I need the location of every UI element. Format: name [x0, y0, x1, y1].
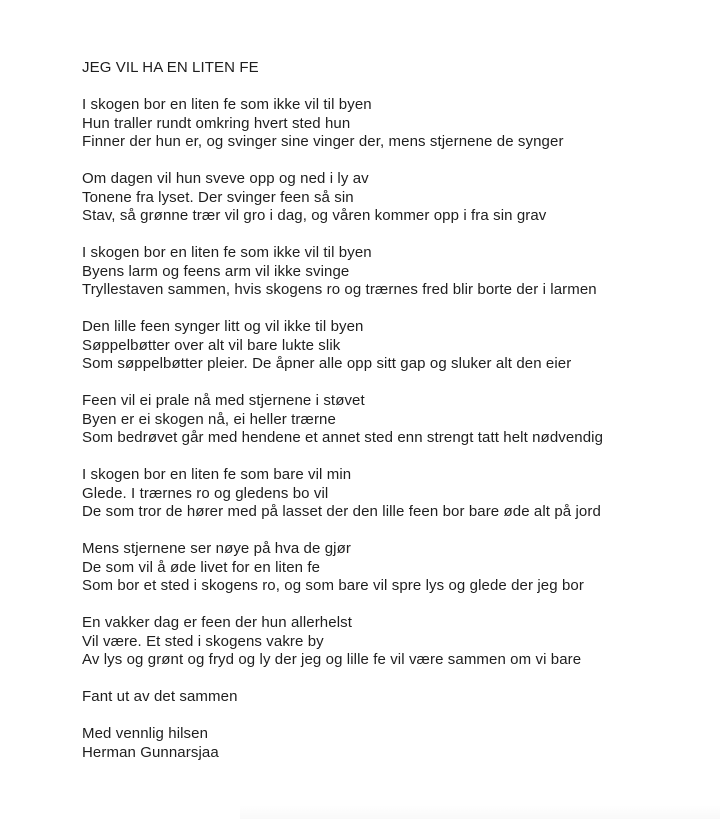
poem-line: Stav, så grønne trær vil gro i dag, og våren kommer opp i fra sin grav: [82, 207, 547, 224]
poem-line: Hun traller rundt omkring hvert sted hun: [82, 114, 351, 132]
poem-line: I skogen bor en liten fe som ikke vil til byen: [82, 96, 372, 113]
poem-line: Byens larm og feens arm vil ikke svinge: [82, 262, 350, 280]
signature-block: [82, 725, 702, 762]
stanza-1: [82, 96, 702, 152]
poem-line: Tonene fra lyset. Der svinger feen så sin: [82, 188, 354, 206]
poem-line: En vakker dag er feen der hun allerhelst: [82, 614, 352, 631]
poem-line: Som bedrøvet går med hendene et annet sted enn strengt tatt helt nødvendig: [82, 429, 604, 446]
poem-title: JEG VIL HA EN LITEN FE: [82, 59, 259, 76]
stanza-5: [82, 392, 702, 448]
poem-line: Vil være. Et sted i skogens vakre by: [82, 632, 324, 650]
poem-document: [82, 59, 702, 762]
signature-name: Herman Gunnarsjaa: [82, 743, 219, 761]
stanza-6: [82, 466, 702, 522]
poem-line: Som bor et sted i skogens ro, og som bare vil spre lys og glede der jeg bor: [82, 577, 584, 594]
poem-line: Den lille feen synger litt og vil ikke til byen: [82, 318, 364, 335]
poem-line: Som søppelbøtter pleier. De åpner alle opp sitt gap og sluker alt den eier: [82, 355, 572, 372]
poem-line: I skogen bor en liten fe som ikke vil til byen: [82, 244, 372, 261]
page-edge-shadow: [240, 805, 720, 819]
poem-line: Søppelbøtter over alt vil bare lukte slik: [82, 336, 341, 354]
poem-line: Feen vil ei prale nå med stjernene i støvet: [82, 392, 365, 409]
stanza-2: [82, 170, 702, 226]
stanza-3: [82, 244, 702, 300]
signature-greeting: Med vennlig hilsen: [82, 725, 209, 742]
poem-line: Byen er ei skogen nå, ei heller trærne: [82, 410, 336, 428]
poem-line: I skogen bor en liten fe som bare vil min: [82, 466, 352, 483]
poem-line: Finner der hun er, og svinger sine vinger der, mens stjernene de synger: [82, 133, 564, 150]
closing-line: [82, 688, 702, 707]
stanza-4: [82, 318, 702, 374]
stanza-7: [82, 540, 702, 596]
closing-text: Fant ut av det sammen: [82, 688, 238, 705]
poem-line: Av lys og grønt og fryd og ly der jeg og lille fe vil være sammen om vi bare: [82, 651, 582, 668]
poem-line: Mens stjernene ser nøye på hva de gjør: [82, 540, 351, 557]
poem-line: De som tror de hører med på lasset der den lille feen bor bare øde alt på jord: [82, 503, 601, 520]
poem-line: Om dagen vil hun sveve opp og ned i ly av: [82, 170, 369, 187]
stanza-8: [82, 614, 702, 670]
poem-line: Tryllestaven sammen, hvis skogens ro og trærnes fred blir borte der i larmen: [82, 281, 597, 298]
poem-line: De som vil å øde livet for en liten fe: [82, 558, 321, 576]
poem-line: Glede. I trærnes ro og gledens bo vil: [82, 484, 329, 502]
